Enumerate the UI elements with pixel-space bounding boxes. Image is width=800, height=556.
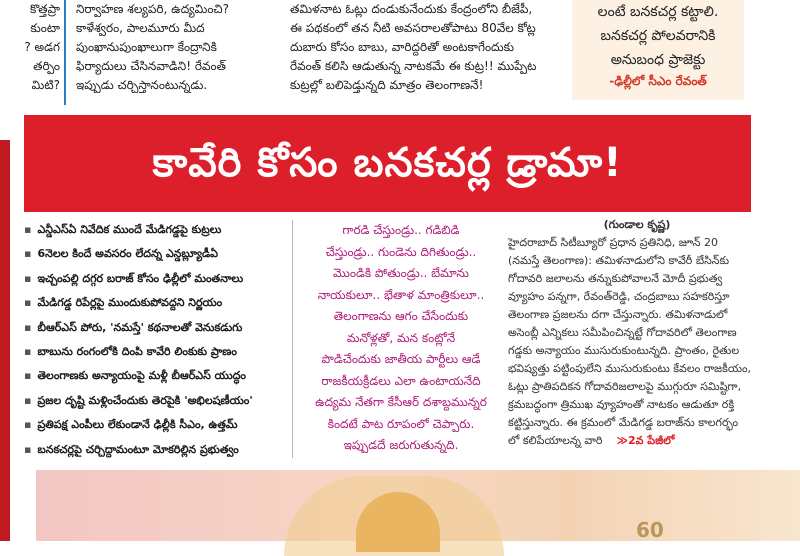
text-line: రేవంత్ కలిసి ఆడుతున్న నాటకమే ఈ కుట్ర!! ముప్పేట (290, 59, 537, 73)
verse-line: పొడిచేందుకు జాతీయ పార్టీలు ఆడే (321, 352, 481, 366)
bullet-item: ▪ బనకచర్లపై చర్చిద్దామంటూ మోకరిల్లిన ప్రభుత్వం (24, 438, 280, 462)
magenta-verse (292, 220, 505, 458)
text-line: తర్పిం (33, 59, 60, 73)
bullet-list (24, 218, 280, 462)
text-line: కాళేశ్వరం, పాలమూరు మీద (76, 21, 205, 35)
bullet-item: ▪ ఇచ్చంపల్లి దగ్గర బరాజ్ కోసం ఢిల్లీలో మంతనాలు (24, 267, 280, 291)
quote-box (572, 0, 744, 100)
article-line: వ్యూహం పన్నగా, రేవంత్‌రెడ్డి, చంద్రబాబు సహకరిస్తూ (508, 290, 730, 303)
text-line: కుంటా (30, 21, 60, 35)
continued-link[interactable]: ≫2వ పేజీలో (616, 434, 675, 447)
verse-line: మనోళ్లతో, మన కంట్లోనే (346, 330, 456, 345)
text-line: నిర్వాహణ శల్యపరి, ఉద్యమించి? (76, 2, 229, 16)
bullet-item: ▪ ప్రతిపక్ష ఎంపీలు లేకుండానే ఢిల్లీకి సీఎం, ఉత్తమ్ (24, 413, 280, 437)
bullet-item: ▪ 6నెలల కిందే అవసరం లేదన్న ఎన్డబ్ల్యూడీఏ (24, 242, 280, 266)
article-line: క్రమబద్ధంగా త్రిముఖ వ్యూహంతో నాటకం ఆడుతూ రక్తి (508, 398, 735, 411)
article-line: లో కలిపేయాలన్న వారి (508, 434, 603, 447)
quote-line: బనకచర్ల పోలవరానికి (600, 28, 716, 44)
article-line-last (508, 432, 766, 450)
text-line: ఇప్పుడు చర్చిస్తానంటున్నడు. (76, 78, 208, 92)
bullet-item: ▪ బీఆర్ఎస్ పోరు, 'నమస్తే' కథనాలతో వెనుకడుగు (24, 316, 280, 340)
article-line: కట్టిస్తున్నారు. ఈ క్రమంలో మేడిగడ్డ బరాజ్‌ను కాలగర్భం (508, 416, 739, 429)
verse-line: మొండికి పోతుండ్రు.. బేమాను (333, 266, 469, 280)
left-accent-bar (0, 140, 10, 541)
article-line: ఓట్లు ప్రాతిపదికన గోదావరిజలాలపై ముగ్గురూ సమిష్టిగా, (508, 380, 742, 393)
quote-line: లంటే బనకచర్ల కట్టాలి. (597, 4, 719, 20)
verse-line: కిందటే పాట రూపంలో చెప్పారు. (327, 416, 475, 431)
bullet-item: ▪ బాబును రంగంలోకి దింపి కావేరి లింకుకు ప్రాణం (24, 340, 280, 364)
top-snippet-col1 (0, 0, 62, 105)
verse-line: రాజకీయక్రీడలు ఎలా ఉంటాయనేది (321, 373, 481, 388)
article-line: (నమస్తే తెలంగాణ): తమిళనాడులోని కావేరీ బేసిన్‌కు (508, 254, 730, 267)
bullet-item: ▪ ప్రజల దృష్టి మళ్లించేందుకు తెరపైకి 'అభిలషణీయం' (24, 389, 280, 413)
ad-number: 60 (636, 518, 664, 542)
article-line: అసెంబ్లీ ఎన్నికలు సమీపించిన్నట్టే గోదావరిలో తెలంగాణ (508, 326, 737, 339)
verse-line: ఉద్యమ నేతగా కేసీఆర్ దశాబ్దమున్నర (315, 395, 487, 409)
bullet-item: ▪ తెలంగాణకు అన్యాయంపై మళ్లీ బీఆర్ఎస్ యుద్ధం (24, 364, 280, 388)
advertisement-banner[interactable] (36, 470, 800, 541)
text-line: దుబారు కోసం బాబు, వారిద్దరితో అంటకాగేందుకు (290, 40, 515, 54)
quote-byline: -ఢిల్లీలో సీఎం రేవంత్ (609, 74, 707, 88)
quote-line: అనుబంధ ప్రాజెక్టు (610, 52, 706, 68)
text-line: మిటి? (31, 78, 60, 92)
article-line: భవిష్యత్తు పట్టింపులేని ముసురుకుంటు కేవలం రాజకీయం, (508, 362, 752, 375)
article-line: తెలంగాణ ప్రజలను దగా చేస్తున్నారు. తమిళనాడులో (508, 308, 728, 321)
text-line: కుట్రల్లో బలిపెడ్తున్నది మాత్రం తెలంగాణనే! (290, 78, 484, 92)
text-line: కొత్తప్రా (29, 2, 60, 16)
top-snippet-col3 (290, 0, 562, 105)
text-line: ఫిర్యాదులు చేసినవాడిని! రేవంత్ (76, 59, 226, 73)
verse-line: చేస్తుండ్రు.. గుండెను దిగితుండ్రు.. (325, 244, 477, 259)
article-body (508, 216, 766, 450)
verse-line: తెలంగాణను ఆగం చేసేందుకు (333, 309, 469, 323)
text-line: తమిళనాట ఓట్లు దండుకునేందుకు కేంద్రంలోని బీజేపీ, (290, 2, 533, 16)
article-credit: (గుండాల కృష్ణ) (603, 218, 671, 231)
top-snippet-col2 (64, 0, 288, 105)
verse-line: గారడి చేస్తుండ్రు.. గడిబిడి (342, 223, 460, 237)
bullet-item: ▪ ఎన్డీఎస్ఏ నివేదిక ముందే మేడిగడ్డపై కుట్రలు (24, 218, 280, 242)
article-line: హైదరాబాద్ సిటీబ్యూరో ప్రధాన ప్రతినిధి, జూన్ 20 (508, 236, 718, 249)
text-line: పుంఖానుపుంఖాలుగా కేంద్రానికి (76, 40, 217, 54)
headline-banner: కావేరి కోసం బనకచర్ల డ్రామా! (24, 115, 751, 212)
bullet-item: ▪ మేడిగడ్డ రిపేర్లపై ముందుకుపోవద్దని నిర్ణయం (24, 291, 280, 315)
verse-line: నాయకులూ.. భేతాళ మాంత్రికులూ.. (317, 287, 485, 302)
article-line: గడ్డకు అన్యాయం ముసురుకుంటున్నది. ప్రాంతం, రైతుల (508, 344, 740, 357)
text-line: ఈ పథకంలో తన నీటి అవసరాలతోపాటు 80వేల కోట్ల (290, 21, 536, 35)
verse-line: ఇప్పుడదే జరుగుతున్నది. (343, 438, 459, 452)
article-line: గోదావరి జలాలను తన్నుకుపోవాలనే మోదీ ప్రభుత్వ (508, 272, 723, 285)
text-line: ? అడగ (24, 40, 60, 54)
